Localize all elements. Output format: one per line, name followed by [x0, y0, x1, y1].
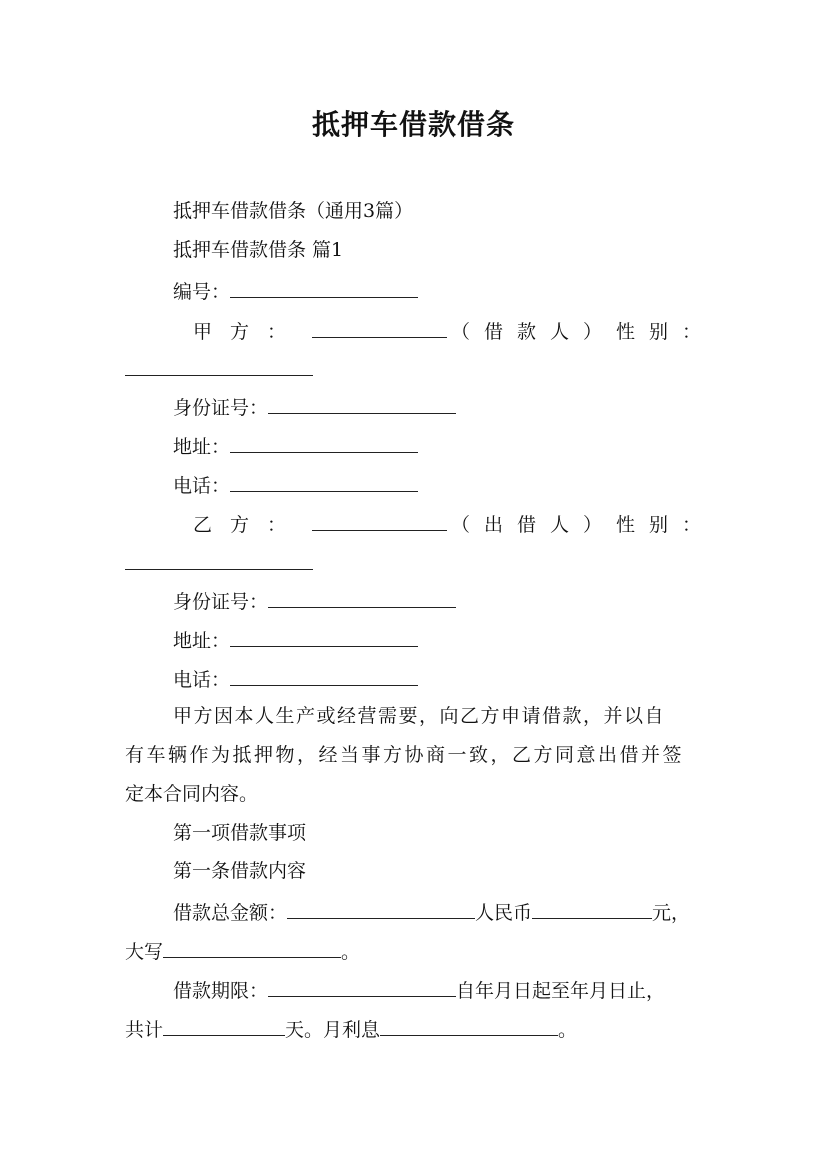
interest-blank[interactable]: [380, 1018, 558, 1036]
party-b-gender-label: 性别：: [615, 514, 715, 536]
term-blank[interactable]: [268, 979, 456, 997]
party-b-gender-row: [125, 552, 715, 574]
party-b-id-blank[interactable]: [268, 590, 456, 608]
number-label: 编号：: [173, 281, 231, 303]
party-b-row: [125, 513, 715, 535]
phone-label: 电话：: [173, 475, 231, 497]
document-title: 抵押车借款借条: [311, 108, 515, 141]
party-a-label: 甲方：: [193, 321, 305, 343]
number-row: [125, 280, 763, 302]
phone-label: 电话：: [173, 669, 231, 691]
term-mid: 自年月日起至年月日止，: [456, 980, 666, 1002]
party-a-name-blank[interactable]: [312, 320, 447, 338]
party-a-row: [125, 320, 715, 342]
rmb-blank[interactable]: [532, 901, 652, 919]
party-a-address-row: [125, 435, 763, 457]
term-row: [125, 979, 763, 1001]
rmb-label: 人民币: [475, 902, 533, 924]
party-a-gender-blank[interactable]: [125, 358, 313, 376]
party-b-label: 乙方：: [193, 514, 305, 536]
party-b-name-blank[interactable]: [312, 513, 447, 531]
part-heading: 抵押车借款借条 篇1: [173, 239, 344, 261]
party-b-address-row: [125, 629, 763, 651]
amount-label: 借款总金额：: [173, 902, 288, 924]
party-a-id-blank[interactable]: [268, 396, 456, 414]
subtitle: 抵押车借款借条（通用3篇）: [173, 200, 414, 222]
uppercase-row: [125, 940, 715, 962]
paragraph-line: 有车辆作为抵押物，经当事方协商一致，乙方同意出借并签: [125, 744, 685, 766]
days-blank[interactable]: [163, 1018, 285, 1036]
paragraph-line: 定本合同内容。: [125, 783, 259, 805]
party-a-gender-label: 性别：: [615, 321, 715, 343]
amount-blank[interactable]: [287, 901, 475, 919]
number-blank[interactable]: [230, 280, 418, 298]
paragraph-line: 甲方因本人生产或经营需要，向乙方申请借款，并以自: [173, 705, 666, 727]
party-a-phone-blank[interactable]: [230, 474, 418, 492]
party-a-gender-row: [125, 358, 715, 380]
party-b-id-row: [125, 590, 763, 612]
total-row: [125, 1018, 715, 1040]
uppercase-blank[interactable]: [163, 940, 341, 958]
party-b-phone-row: [125, 668, 763, 690]
period: 。: [341, 941, 361, 963]
uppercase-label: 大写: [125, 941, 164, 963]
address-label: 地址：: [173, 630, 231, 652]
party-b-address-blank[interactable]: [230, 629, 418, 647]
party-a-address-blank[interactable]: [230, 435, 418, 453]
party-a-phone-row: [125, 474, 763, 496]
id-label: 身份证号：: [173, 397, 269, 419]
party-b-gender-blank[interactable]: [125, 552, 313, 570]
end-period: 。: [558, 1019, 578, 1041]
id-label: 身份证号：: [173, 591, 269, 613]
amount-row: [125, 901, 763, 923]
article-heading: 第一条借款内容: [173, 860, 307, 882]
days-label: 天。月利息: [285, 1019, 381, 1041]
yuan-label: 元，: [652, 902, 691, 924]
term-label: 借款期限：: [173, 980, 269, 1002]
party-b-phone-blank[interactable]: [230, 668, 418, 686]
party-b-role: （出借人）: [450, 514, 616, 536]
total-label: 共计: [125, 1019, 164, 1041]
party-a-id-row: [125, 396, 763, 418]
party-a-role: （借款人）: [450, 321, 616, 343]
section-heading: 第一项借款事项: [173, 822, 307, 844]
address-label: 地址：: [173, 436, 231, 458]
